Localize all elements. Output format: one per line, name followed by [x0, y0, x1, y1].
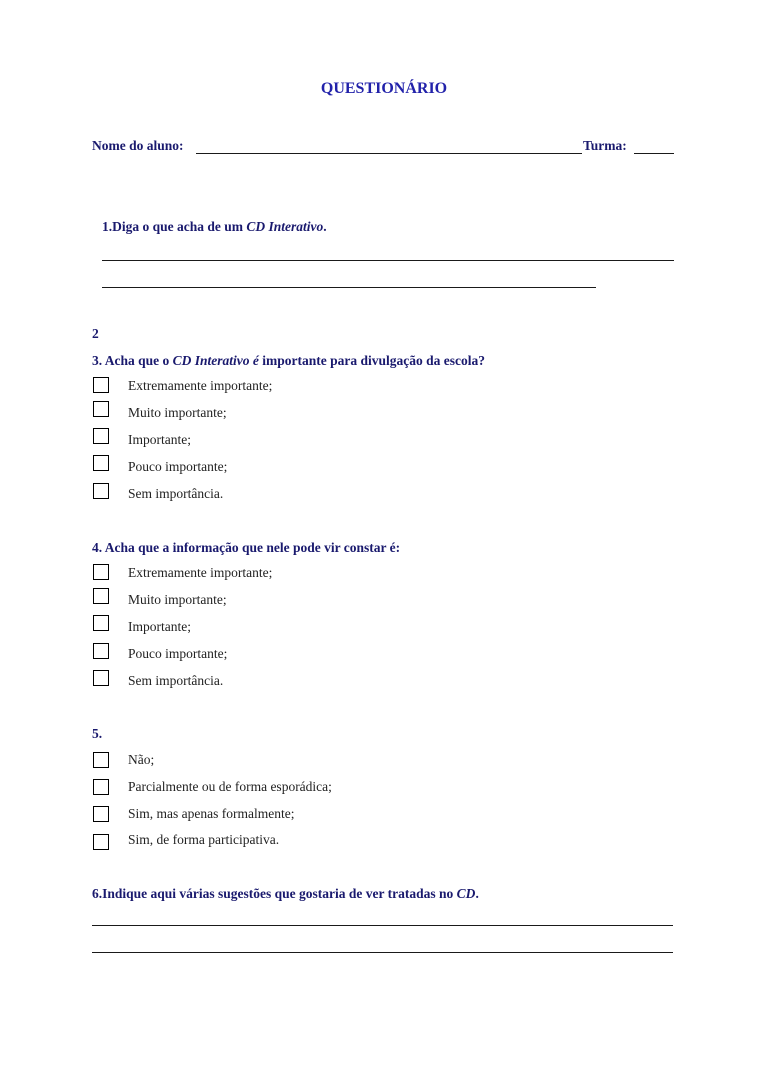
question-1-text: 1.Diga o que acha de um — [102, 219, 247, 234]
q5-option-2-label: Parcialmente ou de forma esporádica; — [128, 779, 332, 794]
q5-option-3-label: Sim, mas apenas formalmente; — [128, 806, 295, 821]
q5-option-2-checkbox[interactable] — [93, 779, 109, 795]
q3-option-5-label: Sem importância. — [128, 486, 224, 501]
q3-option-4-label: Pouco importante; — [128, 459, 228, 474]
q5-option-3-checkbox[interactable] — [93, 806, 109, 822]
q4-option-3-checkbox[interactable] — [93, 615, 109, 631]
question-5: 5. — [92, 726, 103, 741]
question-6 — [92, 886, 479, 902]
question-3-text: 3. Acha que o — [92, 353, 173, 368]
q4-option-3-label: Importante; — [128, 619, 191, 634]
class-label: Turma: — [583, 138, 627, 153]
answer-1-line-2[interactable] — [102, 287, 596, 288]
question-2: 2 — [92, 326, 99, 341]
question-6-italic: CD — [456, 886, 476, 901]
class-field[interactable] — [634, 153, 674, 154]
student-name-label: Nome do aluno: — [92, 138, 184, 153]
question-3 — [92, 353, 485, 369]
q3-option-2-label: Muito importante; — [128, 405, 227, 420]
q4-option-5-checkbox[interactable] — [93, 670, 109, 686]
question-1-suffix: . — [323, 219, 327, 234]
question-1-italic: CD Interativo — [246, 219, 324, 234]
q5-option-4-label: Sim, de forma participativa. — [128, 832, 280, 847]
page-title: QUESTIONÁRIO — [320, 80, 448, 97]
question-3-italic: CD Interativo é — [172, 353, 259, 368]
q3-option-1-checkbox[interactable] — [93, 377, 109, 393]
q3-option-1-label: Extremamente importante; — [128, 378, 273, 393]
question-6-suffix: . — [475, 886, 479, 901]
student-name-field[interactable] — [196, 153, 582, 154]
q3-option-5-checkbox[interactable] — [93, 483, 109, 499]
q3-option-4-checkbox[interactable] — [93, 455, 109, 471]
q3-option-3-checkbox[interactable] — [93, 428, 109, 444]
q5-option-1-checkbox[interactable] — [93, 752, 109, 768]
question-4: 4. Acha que a informação que nele pode vir constar é: — [92, 540, 401, 555]
answer-1-line-1[interactable] — [102, 260, 674, 261]
q4-option-1-label: Extremamente importante; — [128, 565, 273, 580]
q4-option-4-label: Pouco importante; — [128, 646, 228, 661]
q4-option-5-label: Sem importância. — [128, 673, 224, 688]
q5-option-1-label: Não; — [128, 752, 155, 767]
q4-option-4-checkbox[interactable] — [93, 643, 109, 659]
q4-option-2-checkbox[interactable] — [93, 588, 109, 604]
answer-6-line-2[interactable] — [92, 952, 673, 953]
q5-option-4-checkbox[interactable] — [93, 834, 109, 850]
answer-6-line-1[interactable] — [92, 925, 673, 926]
q4-option-2-label: Muito importante; — [128, 592, 227, 607]
question-3-suffix: importante para divulgação da escola? — [258, 353, 486, 368]
q3-option-3-label: Importante; — [128, 432, 191, 447]
question-1 — [102, 219, 327, 235]
q3-option-2-checkbox[interactable] — [93, 401, 109, 417]
question-6-text: 6.Indique aqui várias sugestões que gostaria de ver tratadas no — [92, 886, 457, 901]
q4-option-1-checkbox[interactable] — [93, 564, 109, 580]
